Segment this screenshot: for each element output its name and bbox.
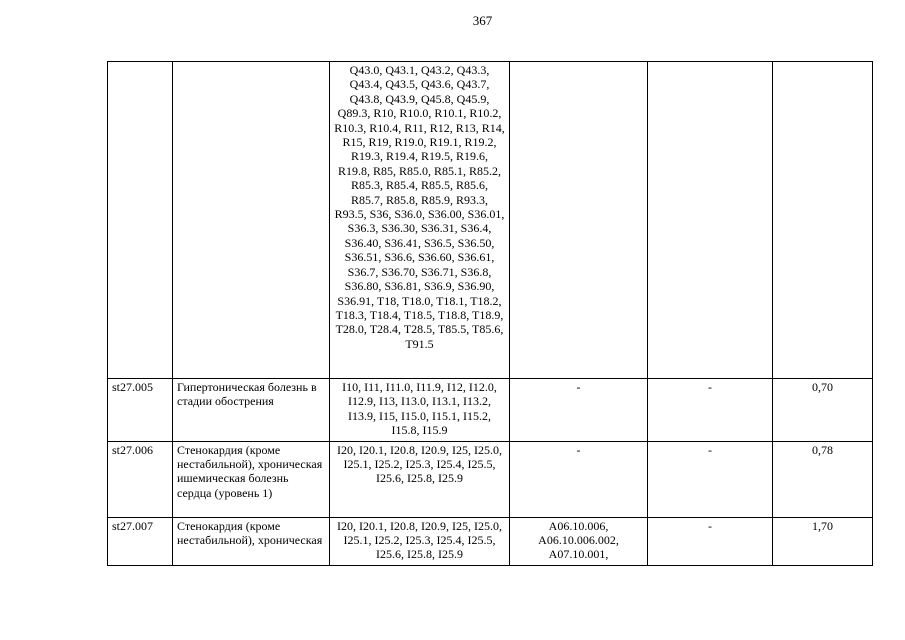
tariff-table xyxy=(107,61,873,566)
cell-diagnoses: I20, I20.1, I20.8, I20.9, I25, I25.0, I25.1, I25.2, I25.3, I25.4, I25.5, I25.6, I25.8, I25.9 xyxy=(330,517,510,565)
cell-coefficient: 0,70 xyxy=(773,379,873,442)
cell-other-criteria xyxy=(648,62,773,379)
table-row xyxy=(108,379,873,442)
cell-name: Гипертоническая болезнь в стадии обострения xyxy=(173,379,330,442)
table-row xyxy=(108,441,873,517)
cell-coefficient: 1,70 xyxy=(773,517,873,565)
cell-diagnoses: Q43.0, Q43.1, Q43.2, Q43.3, Q43.4, Q43.5, Q43.6, Q43.7, Q43.8, Q43.9, Q45.8, Q45.9, Q89.3, R10, R10.0, R10.1, R10.2, R10.3, R10.4, R11, R12, R13, R14, R15, R19, R19.0, R19.1, R19.2, R19.3, R19.4, R19.5, R19.6, R19.8, R85, R85.0, R85.1, R85.2, R85.3, R85.4, R85.5, R85.6, R85.7, R85.8, R85.9, R93.3, R93.5, S36, S36.0, S36.00, S36.01, S36.3, S36.30, S36.31, S36.4, S36.40, S36.41, S36.5, S36.50, S36.51, S36.6, S36.60, S36.61, S36.7, S36.70, S36.71, S36.8, S36.80, S36.81, S36.9, S36.90, S36.91, T18, T18.0, T18.1, T18.2, T18.3, T18.4, T18.5, T18.8, T18.9, T28.0, T28.4, T28.5, T85.5, T85.6, T91.5 xyxy=(330,62,510,379)
cell-code: st27.007 xyxy=(108,517,173,565)
cell-name: Стенокардия (кроме нестабильной), хроническая xyxy=(173,517,330,565)
cell-other-criteria: - xyxy=(648,379,773,442)
cell-name xyxy=(173,62,330,379)
cell-coefficient: 0,78 xyxy=(773,441,873,517)
cell-coefficient xyxy=(773,62,873,379)
cell-diagnoses: I20, I20.1, I20.8, I20.9, I25, I25.0, I25.1, I25.2, I25.3, I25.4, I25.5, I25.6, I25.8, I25.9 xyxy=(330,441,510,517)
cell-other-criteria: - xyxy=(648,517,773,565)
cell-services: - xyxy=(510,379,648,442)
cell-name: Стенокардия (кроме нестабильной), хроническая ишемическая болезнь сердца (уровень 1) xyxy=(173,441,330,517)
cell-services xyxy=(510,62,648,379)
cell-code xyxy=(108,62,173,379)
cell-code: st27.005 xyxy=(108,379,173,442)
table-row xyxy=(108,517,873,565)
cell-code: st27.006 xyxy=(108,441,173,517)
cell-other-criteria: - xyxy=(648,441,773,517)
table-row xyxy=(108,62,873,379)
page-number: 367 xyxy=(472,13,493,28)
cell-services: - xyxy=(510,441,648,517)
cell-services: A06.10.006, A06.10.006.002, A07.10.001, xyxy=(510,517,648,565)
cell-diagnoses: I10, I11, I11.0, I11.9, I12, I12.0, I12.9, I13, I13.0, I13.1, I13.2, I13.9, I15, I15.0, I15.1, I15.2, I15.8, I15.9 xyxy=(330,379,510,442)
